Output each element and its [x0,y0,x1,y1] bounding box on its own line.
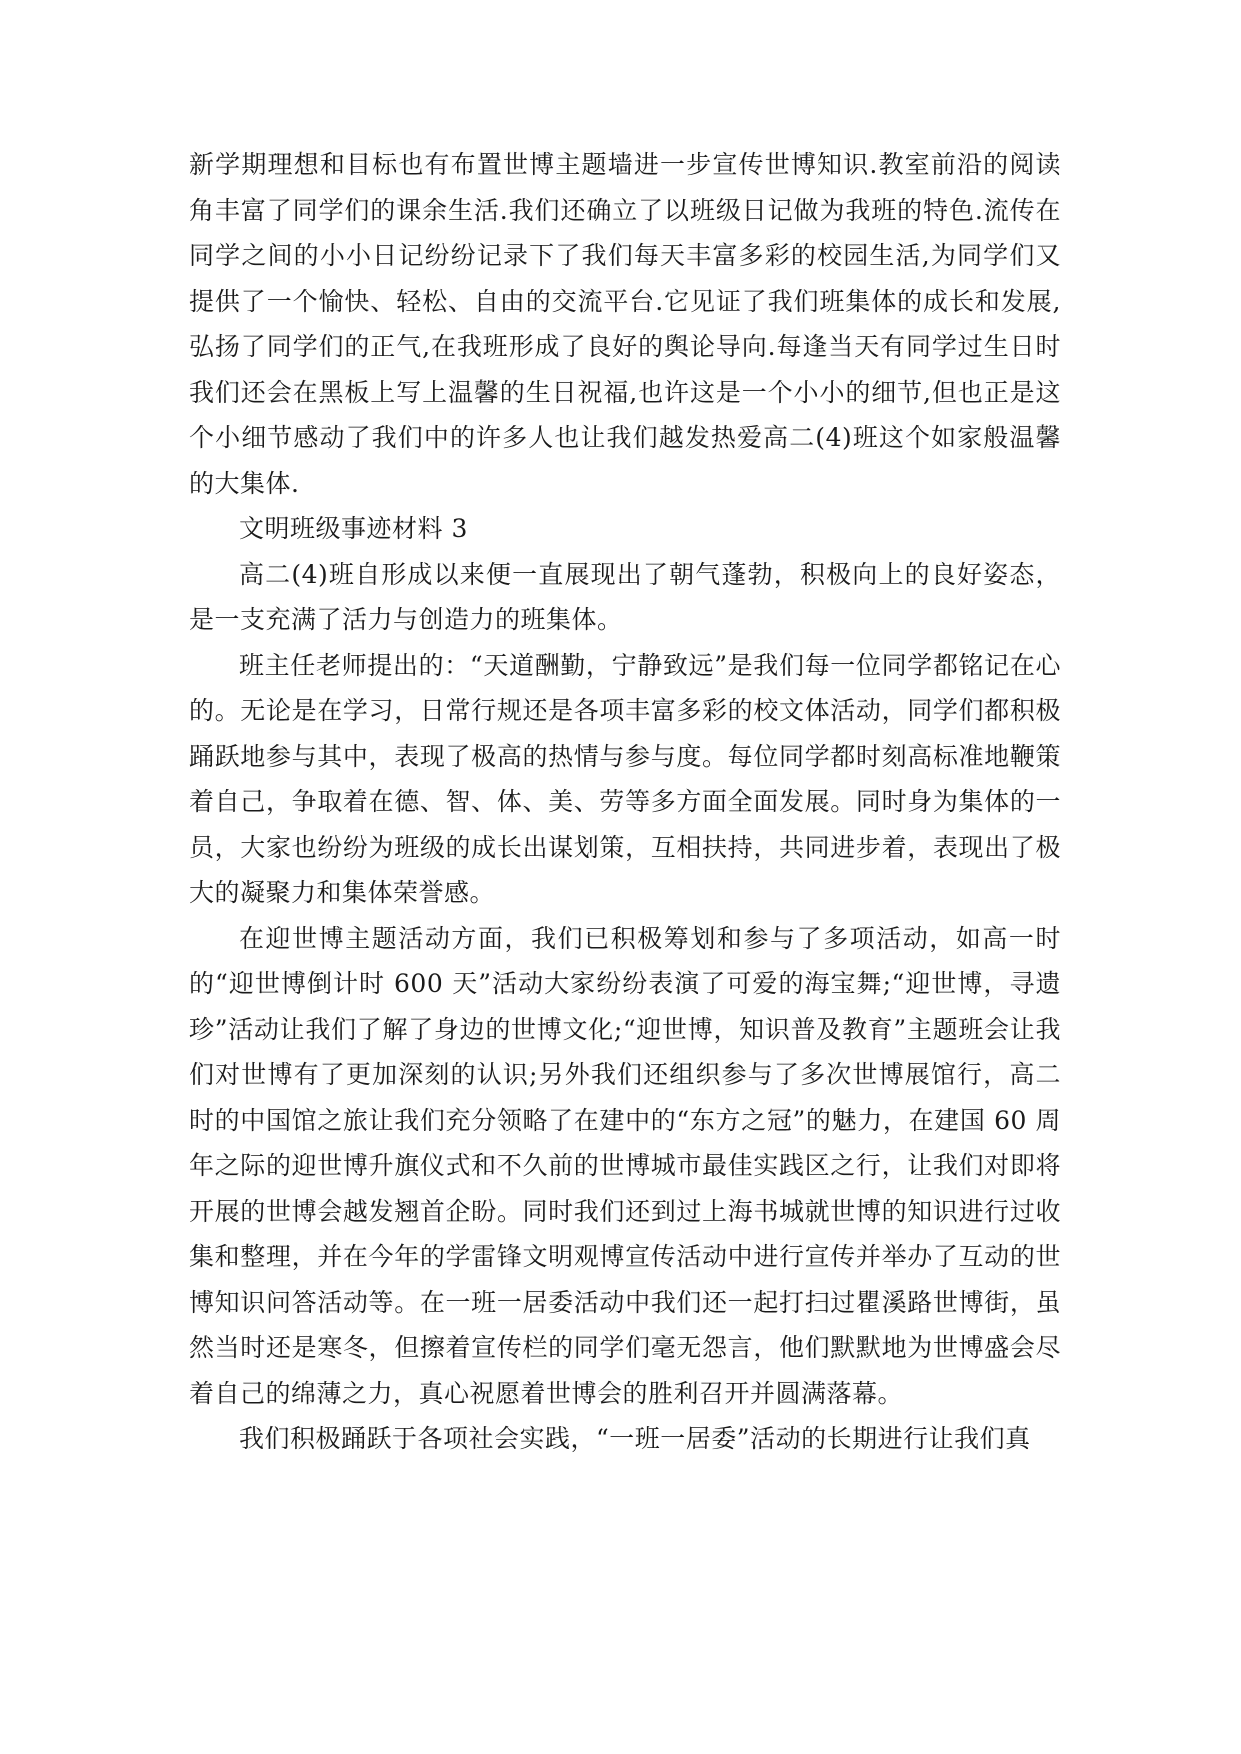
paragraph-expo-activities: 在迎世博主题活动方面，我们已积极筹划和参与了多项活动，如高一时的“迎世博倒计时 600 天”活动大家纷纷表演了可爱的海宝舞;“迎世博，寻遗珍”活动让我们了解了身边的世博文化;“迎世博，知识普及教育”主题班会让我们对世博有了更加深刻的认识;另外我们还组织参与了多次世博展馆行，高二时的中国馆之旅让我们充分领略了在建中的“东方之冠”的魅力，在建国 60 周年之际的迎世博升旗仪式和不久前的世博城市最佳实践区之行，让我们对即将开展的世博会越发翘首企盼。同时我们还到过上海书城就世博的知识进行过收集和整理，并在今年的学雷锋文明观博宣传活动中进行宣传并举办了互动的世博知识问答活动等。在一班一居委活动中我们还一起打扫过瞿溪路世博街，虽然当时还是寒冬，但擦着宣传栏的同学们毫无怨言，他们默默地为世博盛会尽着自己的绵薄之力，真心祝愿着世博会的胜利召开并圆满落幕。 [189,923,1061,1408]
paragraph-social-practice: 我们积极踊跃于各项社会实践，“一班一居委”活动的长期进行让我们真 [239,1424,1031,1453]
section-title: 文明班级事迹材料 3 [239,514,468,543]
paragraph-continued: 新学期理想和目标也有布置世博主题墙进一步宣传世博知识.教室前沿的阅读角丰富了同学们的课余生活.我们还确立了以班级日记做为我班的特色.流传在同学之间的小小日记纷纷记录下了我们每天丰富多彩的校园生活,为同学们又提供了一个愉快、轻松、自由的交流平台.它见证了我们班集体的成长和发展,弘扬了同学们的正气,在我班形成了良好的舆论导向.每逢当天有同学过生日时我们还会在黑板上写上温馨的生日祝福,也许这是一个小小的细节,但也正是这个小细节感动了我们中的许多人也让我们越发热爱高二(4)班这个如家般温馨的大集体. [189,150,1061,498]
paragraph-intro: 高二(4)班自形成以来便一直展现出了朝气蓬勃，积极向上的良好姿态，是一支充满了活力与创造力的班集体。 [189,559,1061,634]
paragraph-motto: 班主任老师提出的：“天道酬勤，宁静致远”是我们每一位同学都铭记在心的。无论是在学习，日常行规还是各项丰富多彩的校文体活动，同学们都积极踊跃地参与其中，表现了极高的热情与参与度。每位同学都时刻高标准地鞭策着自己，争取着在德、智、体、美、劳等多方面全面发展。同时身为集体的一员，大家也纷纷为班级的成长出谋划策，互相扶持，共同进步着，表现出了极大的凝聚力和集体荣誉感。 [189,650,1061,907]
document-body [189,142,1061,1462]
